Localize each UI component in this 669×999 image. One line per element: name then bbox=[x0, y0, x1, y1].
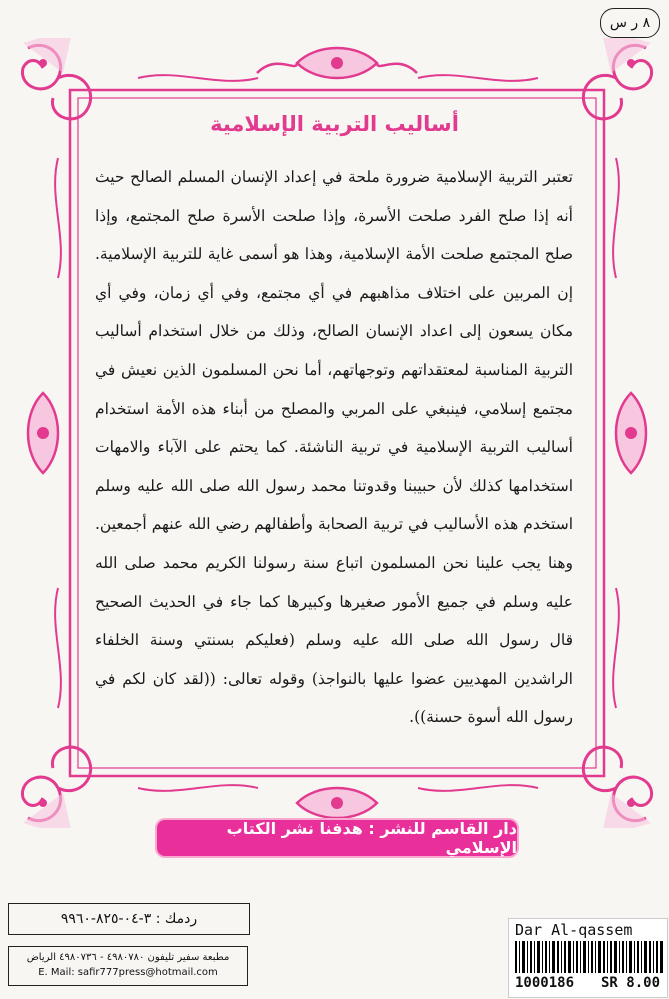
price-sticker bbox=[508, 918, 668, 998]
body-text bbox=[95, 158, 573, 798]
isbn-box: ردمك : ٣-٠٤-٨٢٥-٩٩٦٠ bbox=[8, 903, 250, 935]
publisher-banner: دار القاسم للنشر : هدفنا نشر الكتاب الإسلامي bbox=[157, 820, 517, 856]
body-paragraph: تعتبر التربية الإسلامية ضرورة ملحة في إعداد الإنسان المسلم الصالح حيث أنه إذا صلح الفرد صلحت الأسرة، وإذا صلحت الأسرة صلح المجتمع، وإذا صلح المجتمع صلحت الأمة الإسلامية، وهذا هو أسمى غاية للتربية الإسلامية. إن المربين على اختلاف مذاهبهم في أي مجتمع، وفي أي زمان، وفي أي مكان يسعون إلى اعداد الإنسان الصالح، وذلك من خلال استخدام أساليب التربية المناسبة لمعتقداتهم وتوجهاتهم، أما نحن المسلمون الذين نعيش في مجتمع إسلامي، فينبغي على المربي والمصلح من أبناء هذه الأمة استخدام أساليب التربية الإسلامية في تربية الناشئة. كما يحتم على الآباء والامهات استخدامها كذلك لأن حبيبنا وقدوتنا محمد رسول الله صلى الله عليه وسلم استخدم هذه الأساليب في تربية الصحابة وأطفالهم رضي الله عنهم أجمعين. وهنا يجب علينا نحن المسلمون اتباع سنة رسولنا الكريم محمد صلى الله عليه وسلم في جميع الأمور صغيرها وكبيرها كما جاء في الحديث الصحيح قال رسول الله صلى الله عليه وسلم (فعليكم بسنتي وسنة الخلفاء الراشدين المهديين عضوا عليها بالنواجذ) وقوله تعالى: ((لقد كان لكم في رسول الله أسوة حسنة)). bbox=[95, 168, 573, 727]
printer-email: E. Mail: safir777press@hotmail.com bbox=[38, 967, 218, 978]
store-name: Dar Al-qassem bbox=[515, 921, 633, 939]
price-label: SR 8.00 bbox=[601, 975, 661, 991]
page-title: أساليب التربية الإسلامية bbox=[210, 112, 459, 136]
page-tag: ٨ ر س bbox=[600, 8, 660, 38]
printer-info-box bbox=[8, 946, 248, 986]
item-code: 1000186 bbox=[515, 975, 575, 991]
barcode-image bbox=[515, 941, 665, 973]
printer-line: مطبعة سفير تليفون ٤٩٨٠٧٨٠ - ٤٩٨٠٧٣٦ الرياض bbox=[26, 952, 230, 963]
